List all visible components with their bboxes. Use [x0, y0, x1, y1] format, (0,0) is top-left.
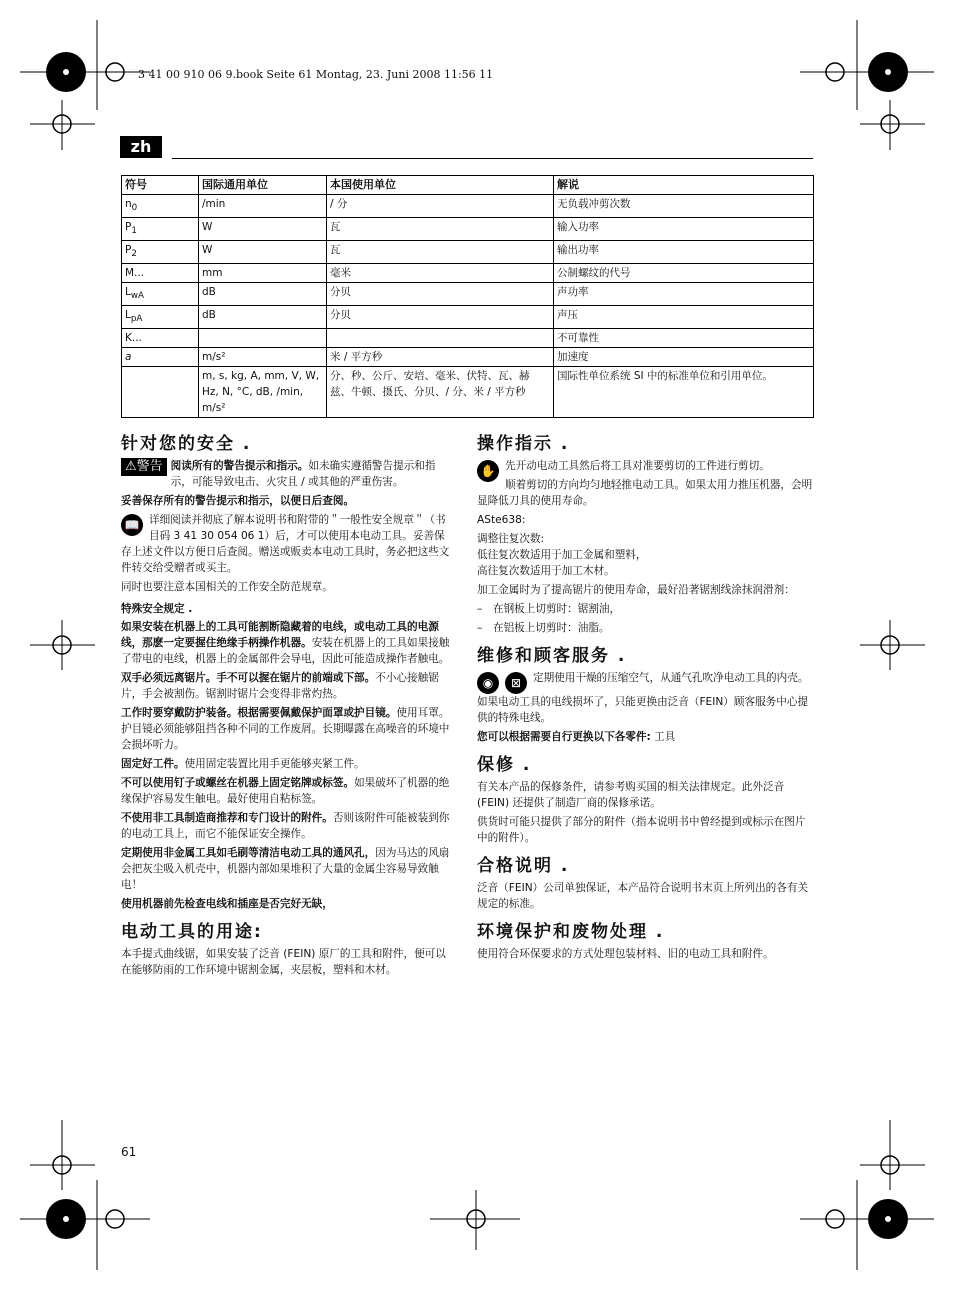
replaceable-parts: 您可以根据需要自行更换以下各零件: 工具: [477, 731, 676, 743]
safety-item: 工作时要穿戴防护装备。根据需要佩戴保护面罩或护目镜。使用耳罩。护目镜必须能够阻挡各种不同的工作废屑。长期曝露在高噪音的环境中会损坏听力。: [121, 707, 450, 751]
table-cell-local: 瓦: [327, 241, 554, 264]
table-cell-symbol: $L_{wA}$: [122, 283, 199, 306]
table-row: [122, 283, 814, 306]
table-cell-symbol: K...: [122, 329, 199, 348]
stroke-rate-paragraph: 调整往复次数: 低往复次数适用于加工金属和塑料， 高往复次数适用于加工木材。: [477, 533, 647, 577]
column-header: 国际通用单位: [199, 176, 327, 195]
table-cell-desc: 声功率: [554, 283, 814, 306]
table-row: [122, 348, 814, 367]
service-heading: 维修和顾客服务 .: [477, 646, 627, 666]
table-cell-symbol: M...: [122, 264, 199, 283]
usage-paragraph: 本手提式曲线锯，如果安装了泛音 (FEIN) 原厂的工具和附件，便可以在能够防雨的工作环境中锯割金属，夹层板，塑料和木材。: [121, 948, 446, 976]
column-header: 符号: [122, 176, 199, 195]
service-paragraph: 如果电动工具的电线损坏了，只能更换由泛音（FEIN）顾客服务中心提供的特殊电线。: [477, 696, 809, 724]
table-cell-local: 瓦: [327, 218, 554, 241]
safety-item: 不可以使用钉子或螺丝在机器上固定铭牌或标签。如果破坏了机器的绝缘保护容易发生触电。最好使用自粘标签。: [121, 777, 450, 805]
table-cell-intl: dB: [199, 283, 327, 306]
safety-item: 固定好工件。使用固定装置比用手更能够夹紧工件。: [121, 758, 365, 770]
table-row: [122, 367, 814, 418]
national-rules: 同时也要注意本国相关的工作安全防范规章。: [121, 581, 333, 593]
safety-heading: 针对您的安全 .: [121, 434, 252, 454]
operation-paragraph: 顺着剪切的方向均匀地轻推电动工具。如果太用力推压机器，会明显降低刀具的使用寿命。: [477, 479, 813, 507]
left-column: [121, 432, 455, 981]
read-manual-icon: 📖: [121, 514, 143, 536]
conformity-paragraph: 泛音（FEIN）公司单独保证，本产品符合说明书末页上所列出的各有关规定的标准。: [477, 882, 809, 910]
print-header: 3 41 00 910 06 9.book Seite 61 Montag, 23. Juni 2008 11:56 11: [138, 68, 494, 81]
header-rule: [172, 158, 813, 159]
table-cell-symbol: $P_1$: [122, 218, 199, 241]
table-cell-symbol: a: [122, 348, 199, 367]
table-header-row: [122, 176, 814, 195]
table-cell-intl: m, s, kg, A, mm, V, W, Hz, N, °C, dB, /min, m/s²: [199, 367, 327, 418]
table-row: [122, 306, 814, 329]
table-cell-local: 分、秒、公斤、安培、毫米、伏特、瓦、赫兹、牛顿、摄氏、分贝、/ 分、米 / 平方秒: [327, 367, 554, 418]
compressed-air-icon: ⊠: [505, 672, 527, 694]
language-tag: zh: [120, 136, 162, 158]
list-item: – 在钢板上切剪时：锯割油，: [477, 603, 621, 615]
safety-item: 双手必须远离锯片。手不可以握在锯片的前端或下部。不小心接触锯片，手会被割伤。锯割时锯片会变得非常灼热。: [121, 672, 439, 700]
warranty-paragraph: 有关本产品的保修条件，请参考购买国的相关法律规定。此外泛音 (FEIN) 还提供了制造厂商的保修承诺。: [477, 781, 785, 809]
table-cell-desc: 加速度: [554, 348, 814, 367]
table-cell-local: 米 / 平方秒: [327, 348, 554, 367]
list-item: – 在铝板上切剪时：油脂。: [477, 622, 610, 634]
table-cell-symbol: [122, 367, 199, 418]
table-cell-intl: [199, 329, 327, 348]
table-cell-local: 分贝: [327, 283, 554, 306]
safety-item: 使用机器前先检查电线和插座是否完好无缺，: [121, 898, 333, 910]
table-cell-symbol: $P_2$: [122, 241, 199, 264]
table-cell-desc: 国际性单位系统 SI 中的标准单位和引用单位。: [554, 367, 814, 418]
warranty-heading: 保修 .: [477, 755, 532, 775]
table-cell-intl: /min: [199, 195, 327, 218]
usage-heading: 电动工具的用途:: [121, 922, 263, 942]
conformity-heading: 合格说明 .: [477, 856, 570, 876]
warning-icon: ⚠警告: [121, 458, 167, 476]
safety-item: 如果安装在机器上的工具可能割断隐藏着的电线，或电动工具的电源线，那麽一定要握住绝缘手柄操作机器。安装在机器上的工具如果接触了带电的电线，机器上的金属部件会导电，因此可能造成操作者触电。: [121, 621, 450, 665]
table-cell-local: / 分: [327, 195, 554, 218]
table-cell-intl: mm: [199, 264, 327, 283]
table-cell-desc: 无负载冲剪次数: [554, 195, 814, 218]
table-cell-local: [327, 329, 554, 348]
table-cell-intl: W: [199, 218, 327, 241]
warranty-paragraph: 供货时可能只提供了部分的附件（指本说明书中曾经提到或标示在图片中的附件）。: [477, 816, 806, 844]
table-cell-desc: 公制螺纹的代号: [554, 264, 814, 283]
table-row: [122, 264, 814, 283]
table-cell-intl: m/s²: [199, 348, 327, 367]
table-cell-desc: 声压: [554, 306, 814, 329]
table-row: [122, 329, 814, 348]
table-cell-symbol: $L_{pA}$: [122, 306, 199, 329]
keep-instructions: 妥善保存所有的警告提示和指示，以便日后查阅。: [121, 495, 355, 507]
table-cell-desc: 输出功率: [554, 241, 814, 264]
environment-paragraph: 使用符合环保要求的方式处理包装材料、旧的电动工具和附件。: [477, 948, 774, 960]
manual-paragraph: 📖 详细阅读并彻底了解本说明书和附带的＂一般性安全规章＂（书目码 3 41 30 054 06 1）后，才可以使用本电动工具。妥善保存上述文件以方便日后查阅。赠送或贩卖本电动工具时，务必把这些文件转交给受赠者或买主。: [121, 514, 450, 574]
operation-heading: 操作指示 .: [477, 434, 570, 454]
table-cell-local: 毫米: [327, 264, 554, 283]
units-table: [121, 175, 814, 418]
table-row: [122, 218, 814, 241]
table-cell-symbol: $n_0$: [122, 195, 199, 218]
special-safety-heading: 特殊安全规定 .: [121, 603, 193, 615]
safety-item: 定期使用非金属工具如毛刷等清洁电动工具的通风孔，因为马达的风扇会把灰尘吸入机壳中，机器内部如果堆积了大量的金属尘容易导致触电！: [121, 847, 450, 891]
table-row: [122, 241, 814, 264]
hand-icon: ✋: [477, 460, 499, 482]
warning-paragraph: ⚠警告 阅读所有的警告提示和指示。如未确实遵循警告提示和指示，可能导致电击、火灾且 / 或其他的严重伤害。: [121, 458, 455, 490]
column-header: 本国使用单位: [327, 176, 554, 195]
service-icon-paragraph: ◉ ⊠ 定期使用干燥的压缩空气，从通气孔吹净电动工具的内壳。: [477, 670, 813, 686]
environment-heading: 环境保护和废物处理 .: [477, 922, 665, 942]
table-cell-local: 分贝: [327, 306, 554, 329]
safety-item: 不使用非工具制造商推荐和专门设计的附件。否则该附件可能被装到你的电动工具上，而它不能保证安全操作。: [121, 812, 450, 840]
table-cell-desc: 不可靠性: [554, 329, 814, 348]
table-cell-desc: 输入功率: [554, 218, 814, 241]
column-header: 解说: [554, 176, 814, 195]
table-cell-intl: dB: [199, 306, 327, 329]
right-column: [477, 432, 813, 965]
eye-protection-icon: ◉: [477, 672, 499, 694]
model-label: ASte638:: [477, 514, 526, 526]
lubrication-paragraph: 加工金属时为了提高锯片的使用寿命，最好沿著锯割线涂抹润滑剂：: [477, 584, 795, 596]
operation-icon-paragraph: ✋ 先开动电动工具然后将工具对准要剪切的工件进行剪切。: [477, 458, 813, 474]
page-number: 61: [121, 1145, 137, 1159]
table-cell-intl: W: [199, 241, 327, 264]
table-row: [122, 195, 814, 218]
